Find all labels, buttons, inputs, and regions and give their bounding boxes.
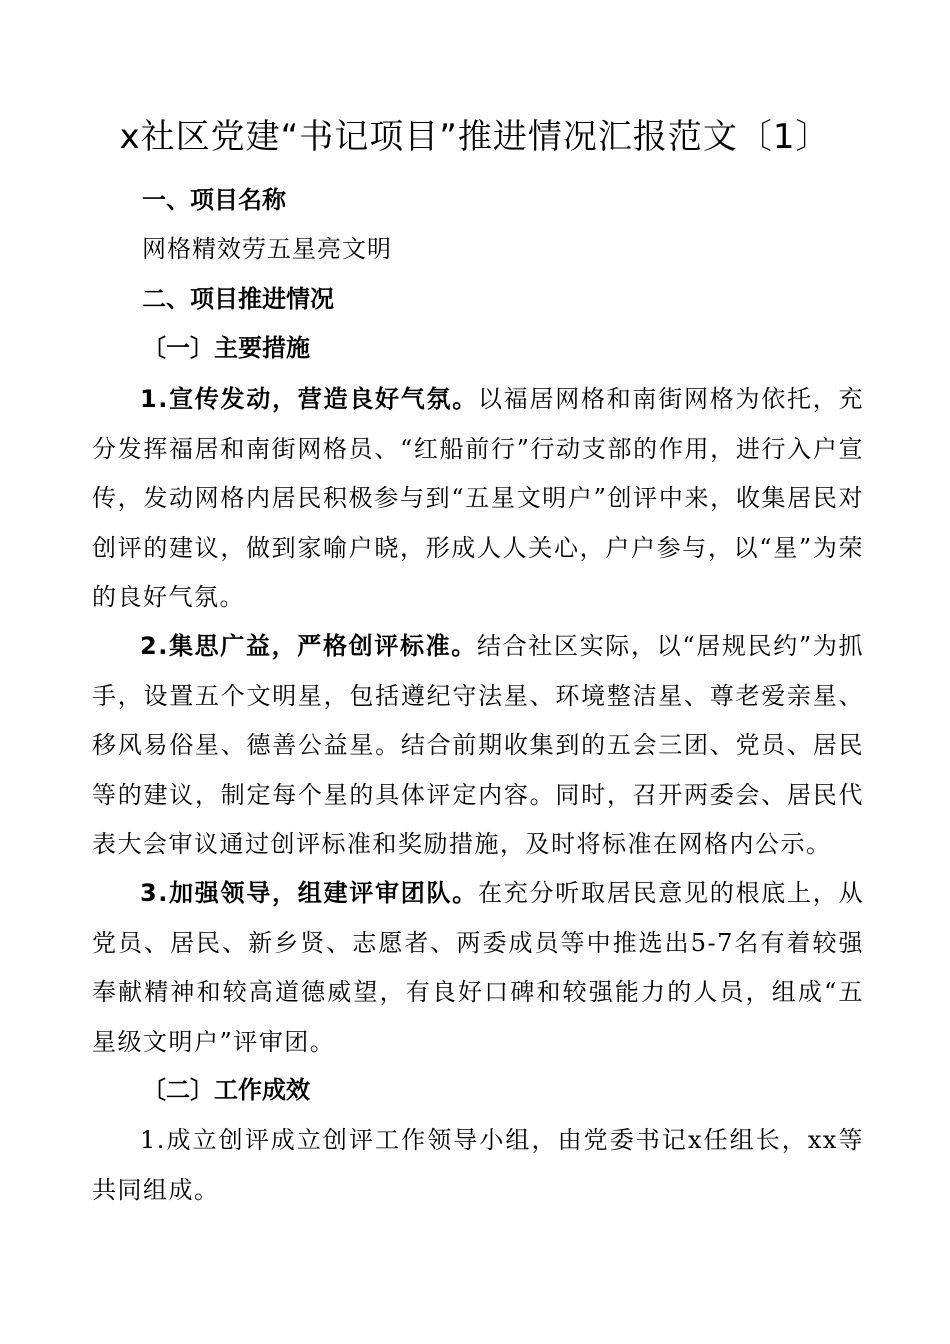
measure-paragraph-3 xyxy=(92,869,864,1067)
sub-heading-results: 〔二〕工作成效 xyxy=(142,1076,310,1104)
document-title: x社区党建“书记项目”推进情况汇报范文〔1〕 xyxy=(119,117,831,157)
measure-1-lead: 1.宣传发动，营造良好气氛。 xyxy=(140,385,479,413)
measure-2-body: 结合社区实际，以“居规民约”为抓手，设置五个文明星，包括遵纪守法星、环境整洁星、尊老爱亲星、移风易俗星、德善公益星。结合前期收集到的五会三团、党员、居民等的建议，制定每个星的具体评定内容。同时，召开两委会、居民代表大会审议通过创评标准和奖励措施，及时将标准在网格内公示。 xyxy=(92,632,864,858)
section-heading-project-name: 一、项目名称 xyxy=(142,186,286,214)
measure-3-lead: 3.加强领导，组建评审团队。 xyxy=(140,879,479,907)
result-paragraph-1: 1.成立创评成立创评工作领导小组，由党委书记x任组长，xx等共同组成。 xyxy=(92,1126,864,1204)
measure-1-body: 以福居网格和南街网格为依托，充分发挥福居和南街网格员、“红船前行”行动支部的作用，进行入户宣传，发动网格内居民积极参与到“五星文明户”创评中来，收集居民对创评的建议，做到家喻户晓，形成人人关心，户户参与，以“星”为荣的良好气氛。 xyxy=(92,385,864,611)
sub-heading-main-measures: 〔一〕主要措施 xyxy=(142,334,310,362)
section-heading-progress: 二、项目推进情况 xyxy=(142,285,334,313)
measure-paragraph-1 xyxy=(92,375,864,623)
project-name-text: 网格精效劳五星亮文明 xyxy=(142,235,392,263)
measure-2-lead: 2.集思广益，严格创评标准。 xyxy=(140,632,477,660)
measure-paragraph-2 xyxy=(92,622,864,870)
measure-3-body: 在充分听取居民意见的根底上，从党员、居民、新乡贤、志愿者、两委成员等中推选出5-7名有着较强奉献精神和较高道德威望，有良好口碑和较强能力的人员，组成“五星级文明户”评审团。 xyxy=(92,879,864,1056)
